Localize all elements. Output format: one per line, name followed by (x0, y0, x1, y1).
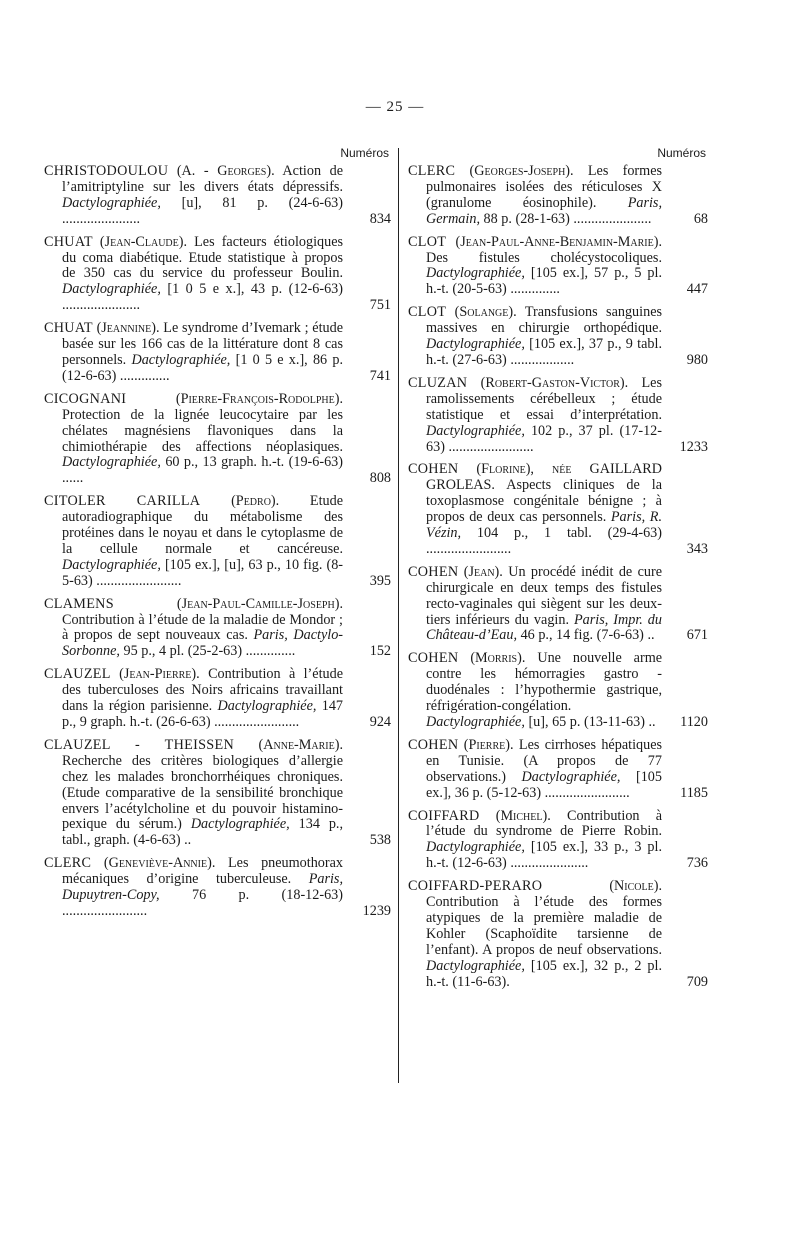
thesis-entry (408, 879, 708, 990)
publisher: Paris, Dupuytren-Copy, (62, 871, 343, 904)
publication-details: 104 p., 1 tabl. (29-4-63) ........................ (426, 525, 662, 557)
thesis-entry (44, 667, 391, 731)
thesis-title: Contribution à l’étude du syndrome de Pierre Robin. (426, 807, 662, 840)
author-surname: CLAUZEL (44, 666, 111, 683)
publisher: Paris, Dactylo-Sorbonne, (62, 627, 344, 660)
author-given-names: (Pedro). (231, 493, 280, 510)
entry-text (44, 738, 343, 849)
publication-details: 95 p., 4 pl. (25-2-63) .............. (123, 643, 296, 660)
entry-text (44, 667, 343, 731)
thesis-title: Les pneumothorax mécaniques d’origine tuberculeuse. (62, 855, 344, 888)
publication-details: 46 p., 14 fig. (7-6-63) .. (520, 627, 655, 644)
thesis-title: Le syndrome d’Ivemark ; étude basée sur les 166 cas de la littérature dont 8 cas personnels. (62, 320, 343, 368)
entry-number: 808 (369, 470, 391, 487)
entry-text (408, 879, 662, 990)
thesis-entry (408, 164, 708, 228)
thesis-entry (408, 305, 708, 369)
thesis-title: Etude autoradiographique du métabolisme des protéines dans le noyau et dans le cytoplasme de la cellule normale et cancéreuse. (62, 493, 344, 557)
thesis-entry (408, 738, 708, 802)
publisher: Dactylographiée, (426, 336, 525, 353)
entry-text (408, 809, 662, 873)
publisher: Dactylographiée, (62, 281, 161, 298)
thesis-title: Contribution à l’étude des tuberculoses des Noirs africains travaillant dans la région parisienne. (62, 666, 344, 715)
column-header: Numéros (657, 146, 706, 160)
author-given-names: (Jean-Paul-Camille-Joseph). (176, 595, 343, 612)
thesis-title: Une nouvelle arme contre les hémorragies gastro - duodénales : l’hypothermie gastrique, réfrigération-congélation. (426, 650, 663, 715)
author-given-names: (Nicole). (609, 878, 662, 895)
thesis-entry (44, 235, 391, 315)
entry-text (44, 164, 343, 228)
author-surname: CHUAT (44, 320, 93, 337)
publication-details: [105 ex.], 57 p., 5 pl. h.-t. (20-5-63) .............. (426, 265, 662, 298)
author-given-names: (Michel). (495, 807, 551, 824)
publisher: Dactylographiée, (426, 957, 525, 974)
author-given-names: (Florine), née GAILLARD GROLEAS. (426, 461, 662, 494)
entry-number: 395 (369, 572, 391, 589)
publication-details: [105 ex.], 37 p., 9 tabl. h.-t. (27-6-63) .................. (426, 336, 662, 368)
publisher: Dactylographiée, (426, 714, 525, 730)
author-given-names: (Georges-Joseph). (469, 163, 574, 179)
author-given-names: (Morris). (470, 650, 526, 667)
entry-text (408, 651, 662, 731)
publisher: Dactylographiée, (521, 768, 621, 785)
entry-text (44, 235, 343, 315)
entry-text (44, 321, 343, 385)
author-surname: COHEN (408, 461, 459, 478)
thesis-entry (408, 565, 708, 645)
entry-list (408, 164, 708, 991)
author-surname: CHRISTODOULOU (44, 163, 169, 179)
thesis-title: Transfusions sanguines massives en chirurgie orthopédique. (426, 304, 663, 337)
author-surname: CLOT (408, 304, 447, 321)
entry-text (44, 597, 343, 661)
author-given-names: (Geneviève-Annie). (103, 855, 216, 872)
author-surname: CITOLER CARILLA (44, 493, 201, 510)
entry-number: 980 (686, 351, 708, 368)
thesis-entry (44, 494, 391, 589)
thesis-title: Contribution à l’étude de la maladie de Mondor ; à propos de sept nouveaux cas. (62, 611, 343, 644)
entry-number: 343 (686, 540, 708, 557)
publication-details: [1 0 5 e x.], 43 p. (12-6-63) ...................... (62, 281, 343, 314)
publisher: Paris, Germain, (426, 194, 662, 227)
entry-number: 736 (686, 855, 708, 872)
author-given-names: (Jean-Pierre). (119, 666, 200, 683)
entry-number: 152 (369, 643, 391, 660)
author-surname: CLUZAN (408, 374, 468, 391)
entry-number: 538 (369, 832, 391, 849)
entry-number: 447 (686, 281, 708, 298)
author-surname: CLERC (408, 163, 456, 179)
thesis-entry (408, 651, 708, 731)
publication-details: [u], 65 p. (13-11-63) .. (528, 714, 656, 730)
thesis-title: Des fistules cholécystocoliques. (426, 249, 662, 266)
entry-text (44, 856, 343, 920)
publisher: Dactylographiée, (426, 422, 525, 439)
publication-details: [105 ex.], 32 p., 2 pl. h.-t. (11-6-63). (426, 957, 662, 990)
publisher: Dactylographiée, (190, 816, 290, 833)
entry-number: 1233 (679, 438, 708, 455)
entry-text (44, 392, 343, 487)
publication-details: 147 p., 9 graph. h.-t. (26-6-63) ........................ (62, 698, 343, 730)
entry-text (408, 376, 662, 456)
publisher: Dactylographiée, (426, 839, 525, 856)
publication-details: [105 ex.], [u], 63 p., 10 fig. (8-5-63) ........................ (62, 556, 344, 589)
publication-details: [u], 81 p. (24-6-63) ...................... (62, 194, 343, 227)
thesis-entry (408, 462, 708, 557)
publisher: Paris, Impr. du Château-d’Eau, (426, 611, 662, 644)
publication-details: [105 ex.], 33 p., 3 pl. h.-t. (12-6-63) ...................... (426, 839, 662, 872)
thesis-entry (408, 809, 708, 873)
publication-details: 102 p., 37 pl. (17-12-63) ........................ (426, 422, 662, 455)
thesis-title: Protection de la lignée leucocytaire par les chélates magnésiens flavoniques dans la chimiothérapie des affections néoplasiques. (62, 406, 343, 455)
entry-number: 741 (369, 367, 391, 384)
entry-number: 834 (369, 210, 391, 227)
author-given-names: (Pierre-François-Rodolphe). (175, 390, 343, 407)
thesis-title: Un procédé inédit de cure chirurgicale en deux temps des fistules recto-vaginales qui siègent sur les deux-tiers inférieurs du vagin. (426, 563, 663, 628)
author-surname: CICOGNANI (44, 390, 127, 407)
entry-text (408, 164, 662, 228)
thesis-entry (44, 321, 391, 385)
entry-text (408, 305, 662, 369)
entry-number: 1120 (680, 714, 708, 730)
thesis-entry (44, 392, 391, 487)
entry-number: 709 (686, 973, 708, 990)
author-surname: CLAUZEL - THEISSEN (44, 736, 234, 753)
publication-details: 76 p. (18-12-63) ........................ (62, 887, 343, 919)
thesis-title: Recherche des critères biologiques d’allergie chez les malades bronchorrhéiques chroniques. (Etude comparative de la sensibilité bronchique envers l’acétylcholine et du pouvoir histamino-pexique du sérum.) (62, 752, 343, 833)
publisher: Dactylographiée, (131, 351, 231, 368)
column-header: Numéros (340, 146, 389, 160)
author-given-names: (Robert-Gaston-Victor). (480, 374, 629, 391)
entry-number: 1185 (680, 784, 708, 801)
publication-details: [105 ex.], 36 p. (5-12-63) ........................ (426, 768, 662, 801)
thesis-entry (408, 235, 708, 299)
author-surname: COHEN (408, 736, 459, 753)
author-surname: COIFFARD (408, 807, 480, 824)
entry-number: 751 (369, 297, 391, 314)
author-given-names: (Anne-Marie). (258, 736, 343, 753)
thesis-entry (44, 856, 391, 920)
thesis-entry (44, 597, 391, 661)
entry-text (408, 235, 662, 299)
publisher: Dactylographiée, (62, 454, 161, 471)
thesis-entry (408, 376, 708, 456)
entry-number: 68 (693, 210, 708, 227)
entry-text (44, 494, 343, 589)
left-column (44, 146, 391, 927)
right-column (408, 146, 708, 998)
publication-details: [1 0 5 e x.], 86 p. (12-6-63) .............. (62, 351, 344, 384)
author-surname: COIFFARD-PERARO (408, 878, 543, 895)
publisher: Paris, R. Vézin, (426, 509, 662, 542)
author-given-names: (Jeannine). (96, 320, 160, 337)
author-given-names: (Jean-Claude). (99, 233, 188, 250)
thesis-title: Aspects cliniques de la toxoplasmose congénitale bénigne ; à propos de deux cas personnels. (426, 477, 662, 526)
publication-details: 88 p. (28-1-63) ...................... (483, 210, 652, 227)
publisher: Dactylographiée, (62, 194, 161, 211)
publication-details: 134 p., tabl., graph. (4-6-63) .. (62, 816, 344, 849)
thesis-title: Les formes pulmonaires isolées des réticuloses X (granulome éosinophile). (426, 163, 663, 211)
author-surname: CLAMENS (44, 595, 114, 612)
page-number: — 25 — (365, 99, 425, 115)
author-given-names: (Jean). (463, 563, 503, 580)
column-divider (398, 148, 399, 1083)
thesis-entry (44, 164, 391, 228)
author-given-names: (Solange). (454, 304, 517, 321)
publisher: Dactylographiée, (62, 556, 161, 573)
author-surname: COHEN (408, 563, 459, 580)
thesis-title: Les ramolissements cérébelleux ; étude statistique et essai d’interprétation. (426, 374, 662, 423)
publisher: Dactylographiée, (217, 698, 317, 715)
entry-number: 1239 (362, 902, 391, 919)
entry-list (44, 164, 391, 920)
entry-number: 671 (686, 627, 708, 644)
author-surname: CHUAT (44, 233, 93, 250)
thesis-title: Les facteurs étiologiques du coma diabétique. Etude statistique à propos de 350 cas du service du professeur Boulin. (62, 233, 344, 282)
thesis-entry (44, 738, 391, 849)
entry-text (408, 462, 662, 557)
thesis-title: Contribution à l’étude des formes atypiques de la première maladie de Kohler (Scaphoïdite tarsienne de l’enfant). A propos de neuf observations. (426, 894, 662, 958)
publication-details: 60 p., 13 graph. h.-t. (19-6-63) ...... (62, 454, 344, 487)
author-given-names: (Jean-Paul-Anne-Benjamin-Marie). (455, 233, 662, 250)
thesis-title: Action de l’amitriptyline sur les divers états dépressifs. (62, 163, 343, 195)
author-surname: CLOT (408, 233, 447, 250)
author-surname: COHEN (408, 650, 459, 667)
thesis-title: Les cirrhoses hépatiques en Tunisie. (A propos de 77 observations.) (426, 736, 663, 785)
entry-number: 924 (369, 714, 391, 730)
entry-text (408, 738, 662, 802)
author-given-names: (Pierre). (463, 736, 514, 753)
author-given-names: (A. - Georges). (176, 163, 275, 179)
author-surname: CLERC (44, 855, 92, 872)
entry-text (408, 565, 662, 645)
publisher: Dactylographiée, (426, 265, 525, 282)
